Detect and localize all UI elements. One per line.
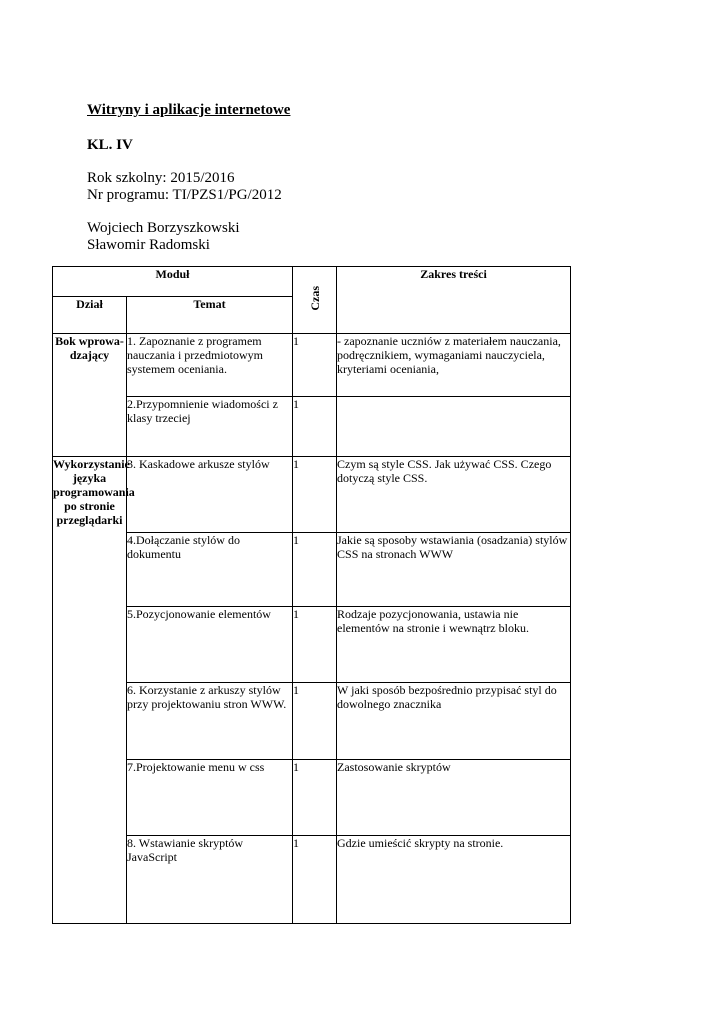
topic-cell: 2.Przypomnienie wiadomości z klasy trzeciej: [127, 397, 293, 457]
scope-cell: Jakie są sposoby wstawiania (osadzania) stylów CSS na stronach WWW: [337, 533, 571, 607]
time-cell: 1: [293, 836, 337, 924]
topic-cell: 7.Projektowanie menu w css: [127, 760, 293, 836]
document-title: Witryny i aplikacje internetowe: [87, 102, 291, 118]
table-row: [53, 397, 571, 457]
author-2: Sławomir Radomski: [87, 237, 210, 253]
topic-cell: 6. Korzystanie z arkuszy stylów przy projektowaniu stron WWW.: [127, 683, 293, 760]
header-time: Czas: [307, 286, 322, 311]
topic-cell: 5.Pozycjonowanie elementów: [127, 607, 293, 683]
section-name: Bok wprowa-dzający: [53, 334, 127, 457]
scope-cell: [337, 397, 571, 457]
header-topic: Temat: [127, 297, 293, 334]
scope-cell: Rodzaje pozycjonowania, ustawia nie elementów na stronie i wewnątrz bloku.: [337, 607, 571, 683]
scope-cell: Zastosowanie skryptów: [337, 760, 571, 836]
scope-cell: W jaki sposób bezpośrednio przypisać styl do dowolnego znacznika: [337, 683, 571, 760]
header-time-cell: [293, 267, 337, 334]
table-row: [53, 533, 571, 607]
scope-cell: - zapoznanie uczniów z materiałem nauczania, podręcznikiem, wymaganiami nauczyciela, kryteriami oceniania,: [337, 334, 571, 397]
scope-cell: Czym są style CSS. Jak używać CSS. Czego dotyczą style CSS.: [337, 457, 571, 533]
time-cell: 1: [293, 683, 337, 760]
table-row: [53, 836, 571, 924]
author-1: Wojciech Borzyszkowski: [87, 220, 240, 236]
topic-cell: 4.Dołączanie stylów do dokumentu: [127, 533, 293, 607]
time-cell: 1: [293, 397, 337, 457]
section-name: Wykorzystanie języka programowania po stronie przeglądarki: [53, 457, 127, 924]
topic-cell: 3. Kaskadowe arkusze stylów: [127, 457, 293, 533]
curriculum-table: [52, 266, 571, 924]
topic-cell: 1. Zapoznanie z programem nauczania i przedmiotowym systemem oceniania.: [127, 334, 293, 397]
topic-cell: 8. Wstawianie skryptów JavaScript: [127, 836, 293, 924]
header-module: Moduł: [53, 267, 293, 297]
header-section: Dział: [53, 297, 127, 334]
class-label: KL. IV: [87, 137, 133, 153]
table-row: [53, 457, 571, 533]
school-year: Rok szkolny: 2015/2016: [87, 170, 235, 186]
time-cell: 1: [293, 334, 337, 397]
program-number: Nr programu: TI/PZS1/PG/2012: [87, 187, 282, 203]
time-cell: 1: [293, 533, 337, 607]
table-row: [53, 607, 571, 683]
time-cell: 1: [293, 760, 337, 836]
table-row: [53, 760, 571, 836]
time-cell: 1: [293, 607, 337, 683]
header-scope: Zakres treści: [337, 267, 571, 334]
table-row: [53, 683, 571, 760]
scope-cell: Gdzie umieścić skrypty na stronie.: [337, 836, 571, 924]
table-row: [53, 334, 571, 397]
time-cell: 1: [293, 457, 337, 533]
